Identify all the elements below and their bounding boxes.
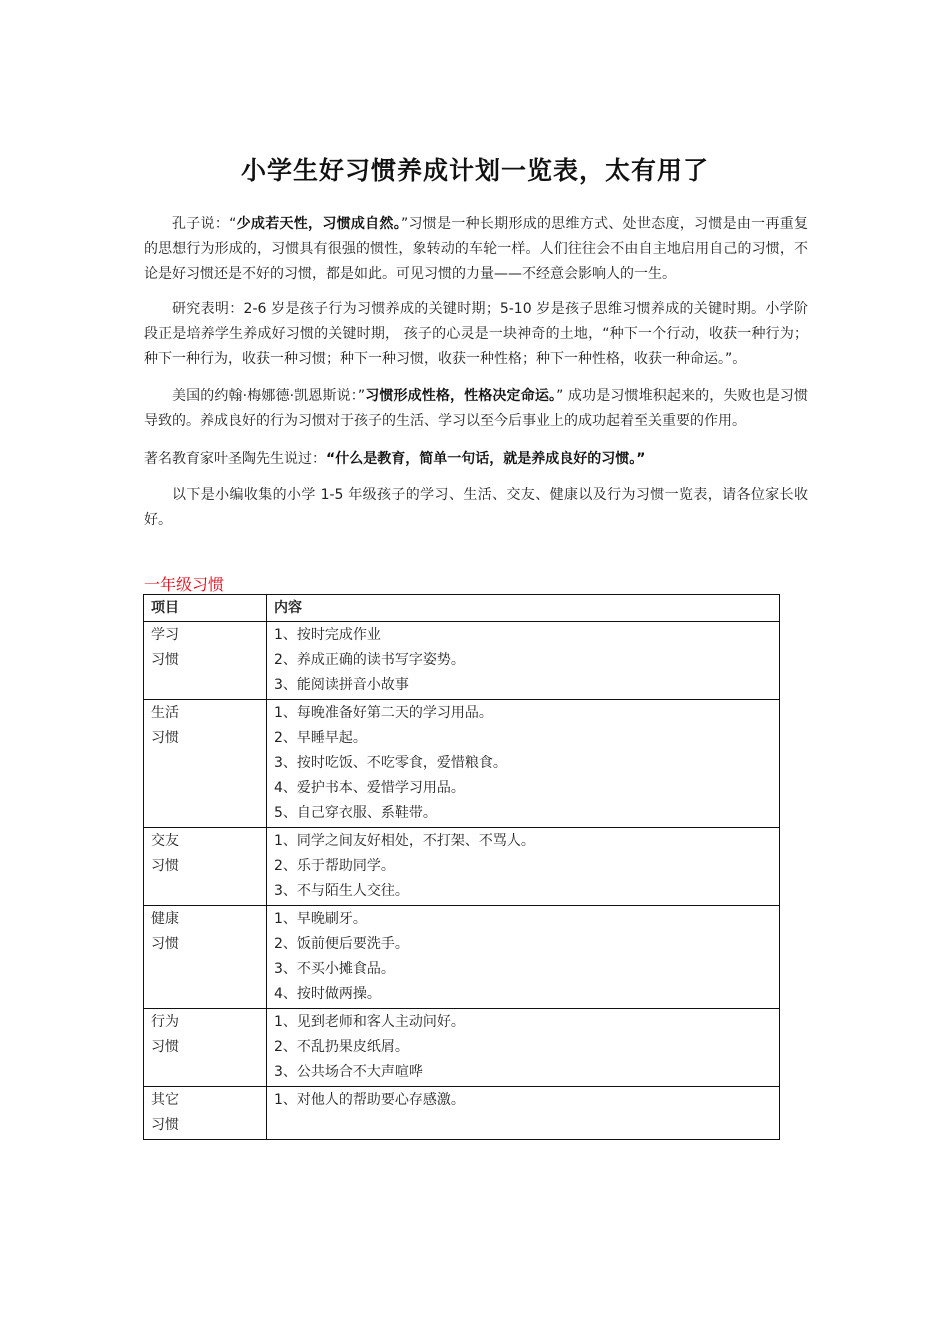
header-content: 内容 — [267, 595, 780, 622]
bold-quote: 少成若天性，习惯成自然。 — [236, 216, 401, 232]
category-label: 习惯 — [151, 1117, 179, 1133]
paragraph-text: 以下是小编收集的小学 1-5 年级孩子的学习、生活、交友、健康以及行为习惯一览表，请各位家长收好。 — [144, 487, 808, 528]
category-label: 生活 — [151, 705, 179, 721]
table-row — [144, 906, 780, 1009]
paragraph-text: 研究表明：2-6 岁是孩子行为习惯养成的关键时期；5-10 岁是孩子思维习惯养成的关键时期。小学阶段正是培养学生养成好习惯的关键时期， 孩子的心灵是一块神奇的土地，“种下一个行动，收获一种行为；种下一种行为，收获一种习惯；种下一种习惯，收获一种性格；种下一种性格，收获一种命运。”。 — [144, 301, 808, 367]
content-cell — [267, 622, 780, 700]
content-cell — [267, 828, 780, 906]
table-row — [144, 1009, 780, 1087]
list-item: 5、自己穿衣服、系鞋带。 — [274, 805, 437, 821]
category-label: 习惯 — [151, 936, 179, 952]
list-item: 1、见到老师和客人主动问好。 — [274, 1014, 465, 1030]
table-row — [144, 622, 780, 700]
category-label: 交友 — [151, 833, 179, 849]
paragraph-text: 孔子说：“ — [172, 216, 237, 232]
category-label: 习惯 — [151, 1039, 179, 1055]
category-cell — [144, 700, 267, 828]
category-cell — [144, 828, 267, 906]
list-item: 1、每晚准备好第二天的学习用品。 — [274, 705, 493, 721]
list-item: 3、不与陌生人交往。 — [274, 883, 409, 899]
content-cell — [267, 700, 780, 828]
category-cell — [144, 622, 267, 700]
list-item: 3、能阅读拼音小故事 — [274, 677, 409, 693]
content-cell — [267, 906, 780, 1009]
table-header-row — [144, 595, 780, 622]
category-cell — [144, 1009, 267, 1087]
list-item: 1、对他人的帮助要心存感激。 — [274, 1092, 465, 1108]
paragraph-text: 美国的约翰·梅娜德·凯恩斯说：” — [172, 388, 366, 404]
bold-quote: “什么是教育，简单一句话，就是养成良好的习惯。” — [326, 451, 646, 467]
list-item: 2、养成正确的读书写字姿势。 — [274, 652, 465, 668]
list-item: 3、按时吃饭、不吃零食，爱惜粮食。 — [274, 755, 507, 771]
category-label: 行为 — [151, 1014, 179, 1030]
paragraph-text: 著名教育家叶圣陶先生说过： — [144, 451, 326, 467]
list-item: 1、同学之间友好相处，不打架、不骂人。 — [274, 833, 535, 849]
bold-quote: 习惯形成性格，性格决定命运。 — [365, 388, 557, 404]
category-label: 习惯 — [151, 858, 179, 874]
list-item: 4、按时做两操。 — [274, 986, 381, 1002]
content-cell — [267, 1087, 780, 1140]
section-title-grade-1: 一年级习惯 — [144, 575, 225, 594]
paragraph-text: ”习惯是一种长期形成的思维方式、处世态度，习惯是由一再重复的思想行为形成的，习惯具有很强的惯性，象转动的车轮一样。人们往往会不由自主地启用自己的习惯，不论是好习惯还是不好的习惯，都是如此。可见习惯的力量——不经意会影响人的一生。 — [144, 216, 808, 282]
category-label: 学习 — [151, 627, 179, 643]
table-row — [144, 700, 780, 828]
content-cell — [267, 1009, 780, 1087]
list-item: 2、乐于帮助同学。 — [274, 858, 395, 874]
page-title: 小学生好习惯养成计划一览表，太有用了 — [240, 155, 709, 185]
paragraph-keynes — [144, 384, 808, 434]
list-item: 2、饭前便后要洗手。 — [274, 936, 409, 952]
table-row — [144, 828, 780, 906]
category-cell — [144, 906, 267, 1009]
list-item: 2、不乱扔果皮纸屑。 — [274, 1039, 409, 1055]
paragraph-confucius — [144, 212, 808, 287]
list-item: 3、公共场合不大声喧哗 — [274, 1064, 423, 1080]
list-item: 3、不买小摊食品。 — [274, 961, 395, 977]
paragraph-text: ” 成功是习惯堆积起来的，失败也是习惯导致的。养成良好的行为习惯对于孩子的生活、学习以至今后事业上的成功起着至关重要的作用。 — [144, 388, 809, 429]
habits-table — [143, 594, 780, 1140]
category-label: 健康 — [151, 911, 179, 927]
paragraph-ye-shengtao — [144, 447, 808, 472]
category-cell — [144, 1087, 267, 1140]
list-item: 1、按时完成作业 — [274, 627, 381, 643]
category-label: 习惯 — [151, 652, 179, 668]
paragraph-intro — [144, 483, 808, 533]
list-item: 1、早晚刷牙。 — [274, 911, 367, 927]
category-label: 习惯 — [151, 730, 179, 746]
list-item: 4、爱护书本、爱惜学习用品。 — [274, 780, 465, 796]
table-row — [144, 1087, 780, 1140]
header-category: 项目 — [144, 595, 267, 622]
category-label: 其它 — [151, 1092, 179, 1108]
paragraph-research — [144, 297, 808, 372]
list-item: 2、早睡早起。 — [274, 730, 367, 746]
